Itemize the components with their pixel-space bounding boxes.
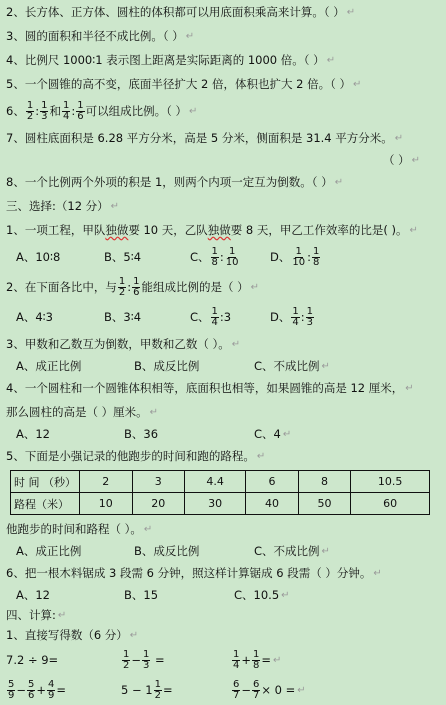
choice-q1-text: 要 8 天，甲乙工作效率的比是( )。 [230,223,408,237]
denominator: 2 [118,286,126,298]
denominator: 6 [28,689,35,701]
denominator: 9 [48,689,55,701]
section-4-title [6,605,440,625]
return-icon: ↵ [394,132,404,144]
fraction [47,680,55,701]
option-a: A、成正比例 [16,359,82,373]
fraction [154,680,162,701]
denominator: 6 [77,110,84,122]
choice-q1-underlined: 独做 [105,223,129,237]
choice-q1-underlined: 独做 [207,223,231,237]
choice-q5 [6,444,440,468]
choice-q4-line1 [6,376,440,400]
option-b [104,309,190,325]
calc-item: $\frac{1}{2}$ − $\frac{1}{3}$ = [123,648,165,671]
calc-item [231,680,401,701]
denominator: 3 [143,659,150,671]
fraction [291,247,306,268]
denominator: 2 [26,110,34,122]
numerator: 1 [77,99,84,111]
return-icon: ↵ [110,200,120,212]
option-c-text: C、 [190,250,210,264]
fraction [122,650,130,671]
expression: × 0 = [261,683,296,697]
return-icon: ↵ [282,428,292,440]
table-cell: 10 [80,493,133,515]
return-icon: ↵ [373,567,382,579]
table-cell: 20 [132,493,185,515]
fraction [76,101,84,122]
numerator: 1 [123,648,130,660]
section-3-text: 三、选择:（12 分） [6,199,109,213]
option-a [16,309,104,325]
denominator: 10 [292,256,306,268]
denominator: 8 [211,256,218,268]
numerator: 1 [211,305,218,317]
option-b: B、36 [124,427,159,441]
denominator: 9 [8,689,15,701]
judge-q5 [6,72,440,96]
table-cell: 8 [298,471,351,493]
return-icon: ↵ [352,78,362,90]
denominator: 7 [233,689,240,701]
denominator: 4 [62,110,70,122]
choice-q6-options [6,585,440,605]
fraction [132,277,140,298]
fraction [27,680,35,701]
return-icon: ↵ [346,6,356,18]
minus-sign: − [16,683,27,697]
judge-q8-text: 8、一个比例两个外项的积是 1，则两个内项一定互为倒数。（ ） [6,175,333,189]
option-c: C、 $\frac{1}{4}$ :3 [190,305,232,328]
fraction [118,277,126,298]
return-icon: ↵ [411,154,420,166]
numerator: 1 [312,245,320,257]
option-b-text: B、5∶4 [104,250,142,264]
option-b: B、成反比例 [134,359,200,373]
denominator: 4 [292,316,299,328]
choice-q1-text: 要 10 天，乙队 [128,223,208,237]
row-label-time: 时 间 （秒） [11,471,80,493]
numerator: 1 [228,245,236,257]
judge-q5-text: 5、一个圆锥的高不变，底面半径扩大 2 倍，体积也扩大 2 倍。（ ） [6,77,351,91]
return-icon: ↵ [273,654,282,666]
fraction [312,247,320,268]
judge-q7-answer: （ ） [382,153,410,167]
denominator: 7 [253,689,260,701]
table-cell: 3 [132,471,185,493]
section-3-title [6,194,440,218]
judge-q2-text: 2、长方体、正方体、圆柱的体积都可以用底面积乘高来计算。（ ） [6,5,345,19]
table-cell: 60 [351,493,430,515]
return-icon: ↵ [149,406,159,418]
denominator: 2 [154,689,161,701]
judge-q4 [6,48,440,72]
return-icon: ↵ [405,382,414,394]
judge-q6: 6、 $\frac{1}{2}$ : $\frac{1}{3}$ 和 $\frac{1}{4}$ : $\frac{1}{6}$ 可以组成比例。（ ） ↵ [6,99,198,122]
choice-q5-options [6,541,440,561]
numerator: 1 [133,275,140,287]
return-icon: ↵ [129,629,139,641]
numerator: 1 [295,245,302,257]
numerator: 4 [48,678,55,690]
option-b [104,249,190,265]
calc-item: $\frac{5}{9}$ − $\frac{5}{6}$ + $\frac{4}{9}$ = [8,678,67,701]
fraction [211,247,219,268]
table-cell: 2 [80,471,133,493]
return-icon: ↵ [256,450,266,462]
numerator: 1 [211,245,218,257]
return-icon: ↵ [185,30,195,42]
choice-q6-text: 6、把一根木料锯成 3 段需 6 分钟，照这样计算锯成 6 段需（ ）分钟。 [6,566,372,580]
calc-1-title [6,625,440,645]
fraction [40,101,48,122]
fraction [7,680,15,701]
fraction [142,650,150,671]
denominator: 3 [306,316,313,328]
table-cell: 30 [185,493,246,515]
table-cell: 4.4 [185,471,246,493]
judge-q7 [6,126,440,150]
table-row [11,471,430,493]
denominator: 8 [312,256,320,268]
expression: 5 − 1 [121,683,153,697]
option-a: A、12 [16,427,51,441]
run-table [10,470,430,515]
denominator: 8 [253,659,260,671]
judge-q6-num: 6、 [6,104,25,118]
option-a-text: A、10∶8 [16,250,61,264]
numerator: 1 [143,648,150,660]
option-c: C、不成比例 [254,359,320,373]
plus-sign: + [241,653,252,667]
choice-q1-text: 1、一项工程，甲队 [6,223,106,237]
judge-q6-tail: 可以组成比例。（ ） [85,104,187,118]
option-c: C、不成比例 [254,544,320,558]
judge-q3-text: 3、圆的面积和半径不成比例。（ ） [6,29,184,43]
numerator: 1 [233,648,240,660]
choice-q5-text: 5、下面是小强记录的他跑步的时间和跑的路程。 [6,449,255,463]
return-icon: ↵ [321,545,330,557]
choice-q2-text: 2、在下面各比中，与 [6,280,117,294]
table-cell: 50 [298,493,351,515]
return-icon: ↵ [409,224,418,236]
option-b: B、成反比例 [134,544,200,558]
choice-q6 [6,561,440,585]
plus-sign: + [36,683,47,697]
choice-q3-options [6,356,440,376]
option-d: D、 $\frac{1}{4}$ : $\frac{1}{3}$ [270,305,313,328]
judge-q3 [6,24,440,48]
minus-sign: − [241,683,252,697]
calc-1-text: 1、直接写得数（6 分） [6,628,128,642]
choice-q3-text: 3、甲数和乙数互为倒数，甲数和乙数（ ）。 [6,337,230,351]
return-icon: ↵ [57,609,67,621]
choice-q5-text: 他跑步的时间和路程（ ）。 [6,522,142,536]
judge-q2 [6,0,440,24]
choice-q2-options [6,302,440,332]
return-icon: ↵ [250,281,259,293]
choice-q5-question [6,517,440,541]
denominator: 3 [41,110,48,122]
table-cell: 10.5 [351,471,430,493]
option-c: C、10.5 [234,588,280,602]
choice-q4-line2 [6,400,440,424]
option-d: D、 $\frac{1}{10}$ : $\frac{1}{8}$ [270,245,320,268]
calc-item [6,653,121,667]
calc-row-1 [6,645,440,675]
denominator: 2 [123,659,130,671]
option-b: B、15 [124,588,159,602]
minus-sign: − [131,653,142,667]
fraction [252,680,260,701]
choice-q2-tail: 能组成比例的是（ ） [141,280,249,294]
denominator: 10 [225,256,239,268]
choice-q4-text: 那么圆柱的高是（ ）厘米。 [6,405,148,419]
option-b-text: B、3∶4 [104,310,142,324]
option-a: A、12 [16,588,51,602]
return-icon: ↵ [231,338,241,350]
choice-q4-options [6,424,440,444]
row-label-distance: 路程（米） [11,493,80,515]
fraction [211,307,219,328]
numerator: 1 [118,275,126,287]
numerator: 5 [8,678,15,690]
judge-q8 [6,170,440,194]
numerator: 1 [62,99,70,111]
choice-q1 [6,218,440,242]
fraction [232,680,240,701]
numerator: 1 [292,305,299,317]
denominator: 6 [133,286,140,298]
option-d-text: D、 [270,310,291,324]
option-c: C、 $\frac{1}{8}$ : $\frac{1}{10}$ [190,245,239,268]
numerator: 6 [253,678,260,690]
option-c-text: C、 [190,310,210,324]
numerator: 1 [41,99,48,111]
numerator: 5 [28,678,35,690]
fraction [306,307,314,328]
fraction [252,650,260,671]
numerator: 1 [26,99,34,111]
return-icon: ↵ [188,105,198,117]
table-cell: 40 [246,493,299,515]
numerator: 6 [233,678,240,690]
option-a-text: A、4∶3 [16,310,53,324]
choice-q1-options [6,242,440,272]
fraction [225,247,240,268]
return-icon: ↵ [326,54,336,66]
fraction [62,101,70,122]
calc-row-2 [6,675,440,705]
calc-item: 5 − 1 $\frac{1}{2}$ = [121,678,173,701]
option-d-text: D、 [270,250,291,264]
numerator: 1 [253,648,260,660]
return-icon: ↵ [321,360,330,372]
fraction [232,650,240,671]
numerator: 1 [154,678,161,690]
denominator: 4 [211,316,218,328]
section-4-text: 四、计算: [6,608,56,622]
return-icon: ↵ [143,523,153,535]
judge-q6-and: 和 [49,104,61,118]
fraction [26,101,34,122]
calc-item: $\frac{1}{4}$ + $\frac{1}{8}$ = ↵ [233,648,282,671]
option-a [16,249,104,265]
fraction [291,307,299,328]
judge-q4-text: 4、比例尺 1000∶1 表示图上距离是实际距离的 1000 倍。（ ） [6,53,325,67]
expression: 7.2 ÷ 9= [6,653,59,667]
option-c: C、4 [254,427,281,441]
option-a: A、成正比例 [16,544,82,558]
choice-q3 [6,332,440,356]
return-icon: ↵ [297,684,306,696]
numerator: 1 [306,305,313,317]
return-icon: ↵ [334,176,344,188]
judge-q7-paren [6,150,440,170]
judge-q7-text: 7、圆柱底面积是 6.28 平方分米，高是 5 分米，侧面积是 31.4 平方分米。 [6,131,393,145]
choice-q4-text: 4、一个圆柱和一个圆锥体积相等，底面积也相等，如果圆锥的高是 12 厘米， [6,381,404,395]
table-row [11,493,430,515]
table-cell: 6 [246,471,299,493]
choice-q2: 2、在下面各比中，与 $\frac{1}{2}$ : $\frac{1}{6}$ 能组成比例的是（ ） ↵ [6,275,259,298]
return-icon: ↵ [281,589,290,601]
denominator: 4 [233,659,240,671]
